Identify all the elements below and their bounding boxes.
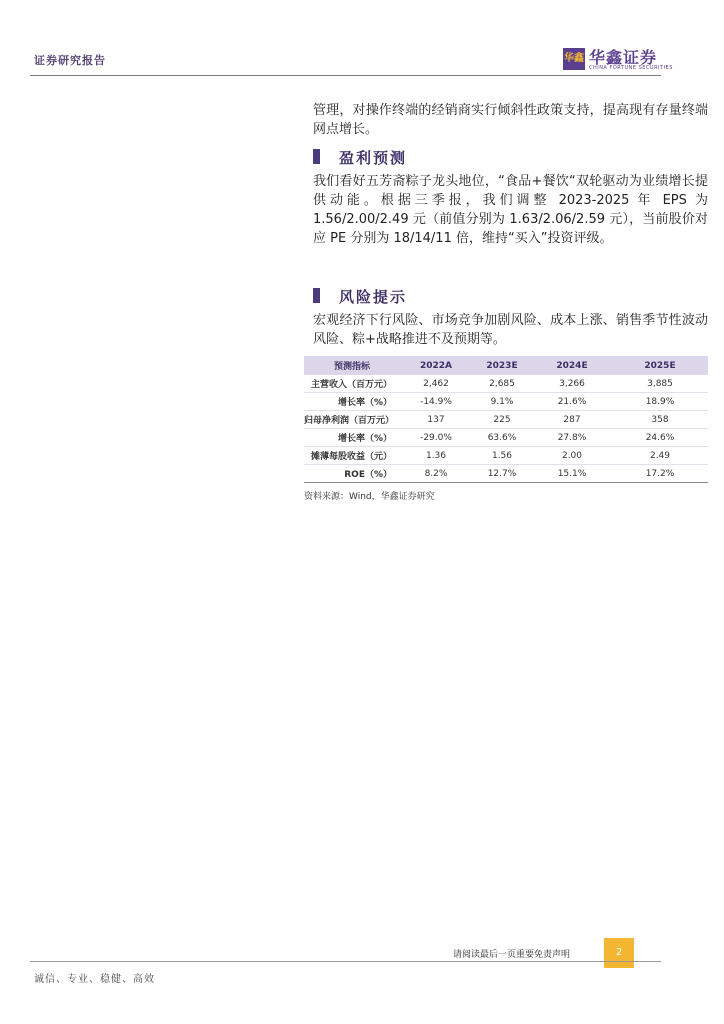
row-label: 主营收入（百万元） [304,375,400,393]
row-label: 增长率（%） [304,393,400,411]
table-cell: 9.1% [472,393,532,411]
table-source-note: 资料来源：Wind，华鑫证券研究 [304,492,435,502]
column-header: 2023E [472,356,532,375]
table-row [304,393,708,411]
table-cell: -29.0% [400,429,472,447]
table-cell: 358 [612,411,708,429]
logo-name-cn: 华鑫证券 [589,48,658,67]
table-cell: 18.9% [612,393,708,411]
row-label: 增长率（%） [304,429,400,447]
table-cell: 3,266 [532,375,612,393]
table-cell: -14.9% [400,393,472,411]
table-cell: 2.00 [532,447,612,465]
table-cell: 1.36 [400,447,472,465]
table-cell: 1.56 [472,447,532,465]
table-row [304,465,708,483]
table-cell: 2.49 [612,447,708,465]
header-divider [30,75,661,76]
section-marker-icon [313,288,320,303]
column-header: 2024E [532,356,612,375]
intro-paragraph: 管理，对操作终端的经销商实行倾斜性政策支持，提高现有存量终端网点增长。 [313,103,708,137]
table-cell: 225 [472,411,532,429]
footer-motto: 诚信、专业、稳健、高效 [34,974,155,985]
disclaimer-note: 请阅读最后一页重要免责声明 [453,950,571,960]
forecast-paragraph: 我们看好五芳斋粽子龙头地位，“食品+餐饮“双轮驱动为业绩增长提供动能。根据三季报，我们调整 2023-2025 年 EPS 为 1.56/2.00/2.49 元（前值分别为 1.63/2.06/2.59 元），当前股价对应 PE 分别为 18/14/11 倍，维持“买入”投资评级。 [313,174,708,246]
table-cell: 17.2% [612,465,708,483]
table-row [304,411,708,429]
forecast-table [304,356,708,483]
logo-name-en: CHINA FORTUNE SECURITIES [589,65,673,71]
table-cell: 24.6% [612,429,708,447]
table-cell: 63.6% [472,429,532,447]
table-cell: 27.8% [532,429,612,447]
column-header: 2025E [612,356,708,375]
table-cell: 2,685 [472,375,532,393]
row-label: ROE（%） [304,465,400,483]
table-row [304,447,708,465]
table-cell: 3,885 [612,375,708,393]
row-label: 摊薄每股收益（元） [304,447,400,465]
table-cell: 137 [400,411,472,429]
table-row [304,375,708,393]
report-type-title: 证券研究报告 [34,54,106,67]
section-title: 风险提示 [339,288,408,306]
row-label: 归母净利润（百万元） [304,411,400,429]
column-header: 预测指标 [304,356,400,375]
table-cell: 15.1% [532,465,612,483]
table-header-row [304,356,708,375]
risk-paragraph: 宏观经济下行风险、市场竞争加剧风险、成本上涨、销售季节性波动风险、粽+战略推进不及预期等。 [313,313,708,347]
footer-divider [30,961,661,962]
table-row [304,429,708,447]
table-cell: 2,462 [400,375,472,393]
section-title: 盈利预测 [339,149,408,167]
section-marker-icon [313,149,320,164]
page-number: 2 [604,938,634,968]
column-header: 2022A [400,356,472,375]
table-cell: 8.2% [400,465,472,483]
table-cell: 12.7% [472,465,532,483]
logo-mark-icon: 华鑫 [563,48,585,70]
table-cell: 287 [532,411,612,429]
table-cell: 21.6% [532,393,612,411]
company-logo [563,44,683,74]
